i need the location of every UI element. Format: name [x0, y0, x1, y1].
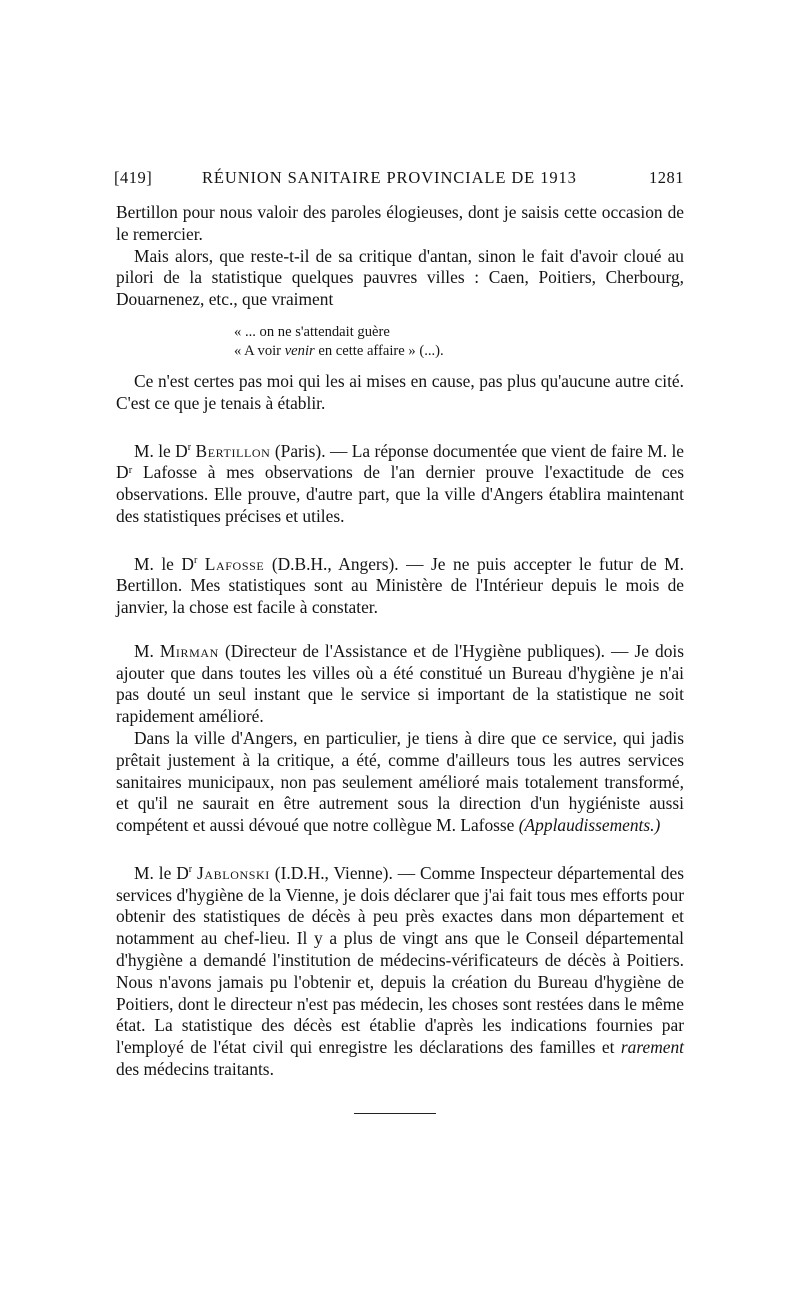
speaker-title-sup: r — [188, 863, 193, 875]
verse-quote — [234, 323, 684, 361]
speech-text: (D.B.H., Angers). — Je ne puis accepter le futur de M. Bertillon. Mes statistiques sont au Ministère de l'Intérieur depuis le mois de janvier, la chose est facile à constater. — [116, 553, 684, 617]
speech-mirman-continued — [116, 728, 684, 837]
speech-emphasis: rarement — [620, 1037, 684, 1058]
speaker-name: Lafosse — [204, 553, 265, 574]
speaker-title: M. le D — [134, 553, 194, 574]
speech-text: (Directeur de l'Assistance et de l'Hygiène publiques). — Je dois ajouter que dans toutes les villes où a été constitué un Bureau d'hygiène je n'ai pas douté un seul instant que le service si important de la statistique ne soit rapidement amélioré. — [116, 640, 684, 727]
speech-bertillon — [116, 437, 684, 528]
quote-line-2 — [234, 342, 684, 361]
quote-line-2-end: en cette affaire » (...). — [314, 342, 444, 359]
speaker-name: Bertillon — [195, 440, 271, 461]
speech-text: Dans la ville d'Angers, en particulier, je tiens à dire que ce service, qui jadis prêtait justement à la critique, a été, comme d'ailleurs tous les autres services sanitaires municipaux, non pas seulement amélioré mais totalement transformé, et qu'il ne saurait en être autrement sous la direction d'un hygiéniste aussi compétent et aussi dévoué que notre collègue M. Lafosse — [116, 727, 684, 836]
speaker-title-sup: r — [193, 554, 198, 566]
quote-line-1: « ... on ne s'attendait guère — [234, 323, 390, 340]
speaker-title: M. le D — [134, 440, 188, 461]
speaker-title-sup: r — [187, 441, 192, 453]
speech-mirman — [116, 641, 684, 728]
paragraph-conclusion: Ce n'est certes pas moi qui les ai mises en cause, pas plus qu'aucune autre cité. C'est ce que je tenais à établir. — [116, 370, 684, 413]
speech-text-end: des médecins traitants. — [116, 1058, 274, 1079]
header-title: RÉUNION SANITAIRE PROVINCIALE DE 1913 — [202, 168, 577, 187]
page-number: 1281 — [649, 168, 684, 187]
closing-rule — [354, 1113, 436, 1114]
quote-emphasis: venir — [284, 342, 315, 359]
quote-line-2-start: « A voir — [234, 342, 285, 359]
paragraph-critique: Mais alors, que reste-t-il de sa critique d'antan, sinon le fait d'avoir cloué au pilori de la statistique quelques pauvres villes : Caen, Poitiers, Cherbourg, Douarnenez, etc., que vraiment — [116, 245, 684, 310]
speech-jablonski — [116, 859, 684, 1081]
header-bracket-number: [419] — [114, 168, 153, 187]
applause-note: (Applaudissements.) — [518, 815, 661, 836]
speaker-title: M. le D — [134, 862, 189, 883]
speaker-title: M. — [134, 640, 160, 661]
running-header — [116, 168, 684, 202]
speech-text: (I.D.H., Vienne). — Comme Inspecteur départemental des services d'hygiène de la Vienne, je dois déclarer que j'ai fait tous mes efforts pour obtenir des statistiques de décès à peu près exactes dans mon département et notamment au chef-lieu. Il y a plus de vingt ans que le Conseil départemental d'hygiène a demandé l'institution de médecins-vérificateurs de décès à Poitiers. Nous n'avons jamais pu l'obtenir et, depuis la création du Bureau d'hygiène de Poitiers, dont le directeur n'est pas médecin, les choses sont restées dans le même état. La statistique des décès est établie d'après les indications fournies par l'employé de l'état civil qui enregistre les déclarations des familles et — [116, 862, 684, 1058]
speech-text: (Paris). — La réponse documentée que vient de faire M. le Dʳ Lafosse à mes observations de l'an dernier prouve l'exactitude de ces observations. Elle prouve, d'autre part, que la ville d'Angers établira maintenant des statistiques précises et utiles. — [116, 440, 685, 526]
speech-lafosse — [116, 550, 684, 619]
speaker-name: Jablonski — [197, 862, 270, 883]
document-page — [116, 168, 684, 1114]
paragraph-opening: Bertillon pour nous valoir des paroles élogieuses, dont je saisis cette occasion de le remercier. — [116, 202, 684, 244]
speaker-name: Mirman — [159, 640, 219, 661]
